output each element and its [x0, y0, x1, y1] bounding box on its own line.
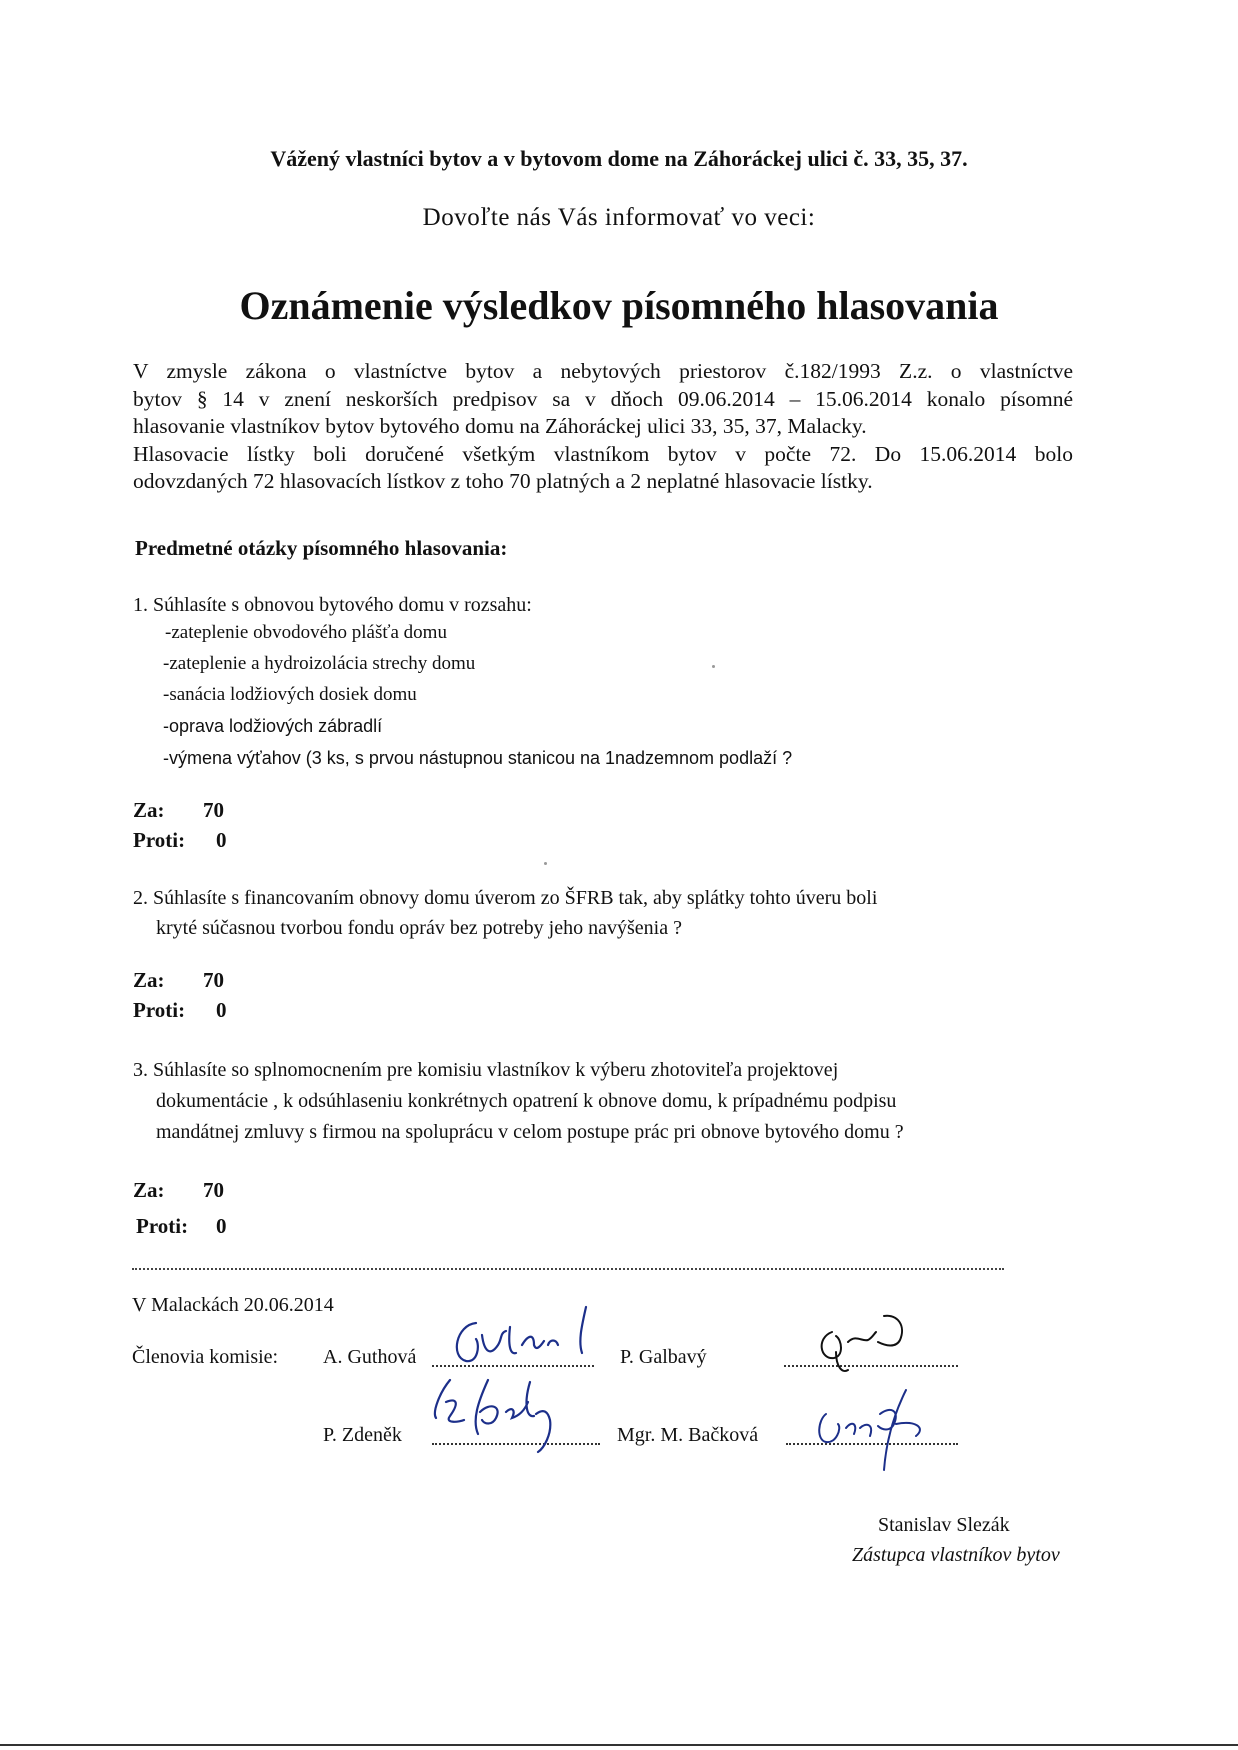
place-date: V Malackách 20.06.2014: [132, 1294, 334, 1316]
member-name: P. Galbavý: [620, 1346, 707, 1368]
member-name: P. Zdeněk: [323, 1424, 402, 1446]
questions-heading: Predmetné otázky písomného hlasovania:: [135, 536, 508, 560]
greeting: Vážený vlastníci bytov a v bytovom dome na Záhoráckej ulici č. 33, 35, 37.: [270, 146, 968, 171]
vote-for: [133, 968, 224, 993]
scan-speck: [712, 665, 715, 668]
vote-against: [133, 828, 227, 853]
question-1-item: -oprava lodžiových zábradlí: [163, 716, 383, 736]
vote-for: [133, 1178, 224, 1203]
intro-line: Dovoľte nás Vás informovať vo veci:: [422, 204, 816, 231]
committee-label: Členovia komisie:: [132, 1346, 279, 1368]
question-2-text: 2. Súhlasíte s financovaním obnovy domu úverom zo ŠFRB tak, aby splátky tohto úveru boli: [133, 887, 878, 909]
body-line: odovzdaných 72 hlasovacích lístkov z toho 70 platných a 2 neplatné hlasovacie lístky.: [133, 469, 873, 493]
vote-for-label: Za:: [133, 1178, 165, 1202]
question-1-item: -sanácia lodžiových dosiek domu: [163, 684, 417, 705]
member-name: Mgr. M. Bačková: [617, 1424, 759, 1446]
vote-against-label: Proti:: [133, 828, 186, 852]
body-line: V zmysle zákona o vlastníctve bytov a nebytových priestorov č.182/1993 Z.z. o vlastníctve: [133, 359, 1073, 383]
vote-against-value: 0: [216, 1214, 227, 1238]
question-3-text: mandátnej zmluvy s firmou na spoluprácu v celom postupe prác pri obnove bytového domu ?: [156, 1121, 904, 1143]
vote-against: [133, 998, 227, 1023]
dotted-separator: [132, 1268, 1004, 1270]
vote-for: [133, 798, 224, 823]
vote-against-value: 0: [216, 998, 227, 1022]
representative-role: Zástupca vlastníkov bytov: [852, 1544, 1060, 1566]
body-line: Hlasovacie lístky boli doručené všetkým vlastníkom bytov v počte 72. Do 15.06.2014 bolo: [133, 441, 1073, 466]
question-1-item: -zateplenie a hydroizolácia strechy domu: [163, 653, 476, 674]
question-1-text: 1. Súhlasíte s obnovou bytového domu v rozsahu:: [133, 594, 532, 616]
signature-galbavy: [812, 1312, 942, 1382]
question-1-item: -zateplenie obvodového plášťa domu: [165, 622, 447, 643]
vote-against: [136, 1214, 227, 1239]
question-2-text: kryté súčasnou tvorbou fondu opráv bez potreby jeho navýšenia ?: [156, 917, 682, 939]
body-line: bytov § 14 v znení neskorších predpisov sa v dňoch 09.06.2014 – 15.06.2014 konalo písomné: [133, 386, 1073, 411]
vote-for-value: 70: [203, 968, 224, 992]
vote-for-value: 70: [203, 798, 224, 822]
signature-guthova: [436, 1305, 616, 1375]
body-line: hlasovanie vlastníkov bytov bytového domu na Záhoráckej ulici 33, 35, 37, Malacky.: [133, 414, 867, 438]
question-3-text: 3. Súhlasíte so splnomocnením pre komisiu vlastníkov k výberu zhotoviteľa projektovej: [133, 1059, 839, 1081]
representative-name: Stanislav Slezák: [878, 1514, 1010, 1536]
vote-against-label: Proti:: [133, 998, 186, 1022]
member-name: A. Guthová: [323, 1346, 417, 1368]
signature-zdenek: [420, 1372, 620, 1462]
question-1-item: -výmena výťahov (3 ks, s prvou nástupnou stanicou na 1nadzemnom podlaží ?: [163, 748, 793, 768]
signature-backova: [796, 1384, 966, 1474]
vote-for-label: Za:: [133, 798, 165, 822]
question-3-text: dokumentácie , k odsúhlaseniu konkrétnych opatrení k obnove domu, k prípadnému podpisu: [156, 1090, 897, 1112]
vote-for-value: 70: [203, 1178, 224, 1202]
page-title: Oznámenie výsledkov písomného hlasovania: [239, 283, 999, 328]
scan-speck: [544, 862, 547, 865]
scan-edge-line: [0, 1744, 1238, 1746]
body-paragraph: [133, 358, 1073, 496]
vote-against-value: 0: [216, 828, 227, 852]
vote-for-label: Za:: [133, 968, 165, 992]
vote-against-label: Proti:: [136, 1214, 189, 1238]
